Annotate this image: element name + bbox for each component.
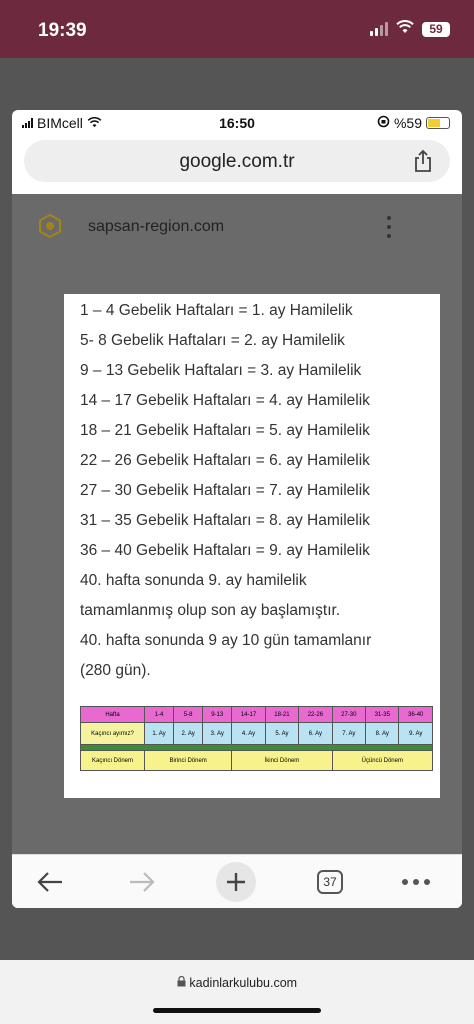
article-line: 18 – 21 Gebelik Haftaları = 5. ay Hamilelik <box>80 422 370 439</box>
period-cell: İkinci Dönem <box>232 751 332 771</box>
lock-icon <box>177 976 189 990</box>
bottom-url-text: kadinlarkulubu.com <box>189 976 298 990</box>
month-cell: 2. Ay <box>174 723 203 745</box>
share-icon[interactable] <box>412 149 434 173</box>
tabs-button[interactable] <box>310 864 350 900</box>
inner-status-right <box>377 115 450 131</box>
address-bar[interactable] <box>24 140 450 182</box>
article-line: 5- 8 Gebelik Haftaları = 2. ay Hamilelik <box>80 332 345 349</box>
more-options-icon[interactable] <box>386 216 392 238</box>
week-cell: 22-26 <box>299 707 332 723</box>
orientation-lock-icon <box>377 115 390 131</box>
url-text: google.com.tr <box>179 151 295 172</box>
article-line: (280 gün). <box>80 662 151 679</box>
period-cell: Birinci Dönem <box>145 751 232 771</box>
forward-button[interactable] <box>122 864 162 900</box>
article-line: 1 – 4 Gebelik Haftaları = 1. ay Hamilelik <box>80 302 353 319</box>
wifi-icon <box>396 20 414 38</box>
back-button[interactable] <box>30 864 70 900</box>
inner-battery-percent: %59 <box>393 115 422 131</box>
embedded-screenshot <box>12 110 462 908</box>
week-cell: 1-4 <box>145 707 174 723</box>
period-row-label: Kaçıncı Dönem <box>81 751 145 771</box>
month-cell: 8. Ay <box>366 723 399 745</box>
menu-button[interactable] <box>396 864 436 900</box>
week-cell: 31-35 <box>366 707 399 723</box>
article-line: 40. hafta sonunda 9. ay hamilelik <box>80 572 307 589</box>
status-icons <box>370 20 450 38</box>
week-cell: 9-13 <box>203 707 232 723</box>
article-line: 14 – 17 Gebelik Haftaları = 4. ay Hamilelik <box>80 392 370 409</box>
inner-time: 16:50 <box>219 115 255 131</box>
period-cell: Üçüncü Dönem <box>332 751 432 771</box>
table-header-label: Hafta <box>81 707 145 723</box>
month-cell: 3. Ay <box>203 723 232 745</box>
article-line: 27 – 30 Gebelik Haftaları = 7. ay Hamilelik <box>80 482 370 499</box>
outer-status-bar <box>0 0 474 58</box>
article-card <box>64 294 440 798</box>
week-cell: 14-17 <box>232 707 265 723</box>
site-header <box>12 194 462 294</box>
pregnancy-table <box>80 706 433 771</box>
week-cell: 18-21 <box>265 707 298 723</box>
article-line: 22 – 26 Gebelik Haftaları = 6. ay Hamilelik <box>80 452 370 469</box>
home-indicator[interactable] <box>153 1008 321 1013</box>
week-cell: 27-30 <box>332 707 365 723</box>
plus-icon <box>216 862 256 902</box>
week-cell: 36-40 <box>399 707 433 723</box>
carrier-name: BIMcell <box>37 115 83 131</box>
inner-status-bar <box>12 110 462 136</box>
browser-toolbar <box>12 854 462 908</box>
month-row-label: Kaçıncı ayımız? <box>81 723 145 745</box>
bottom-url <box>0 976 474 990</box>
signal-icon <box>370 22 388 36</box>
article-line: tamamlanmış olup son ay başlamıştır. <box>80 602 341 619</box>
bottom-address-bar[interactable] <box>0 960 474 1024</box>
battery-icon: 59 <box>422 22 450 37</box>
site-name[interactable]: sapsan-region.com <box>88 218 225 235</box>
month-cell: 4. Ay <box>232 723 265 745</box>
inner-battery-icon <box>426 117 450 129</box>
site-logo-icon <box>38 214 62 238</box>
month-cell: 1. Ay <box>145 723 174 745</box>
article-line: 9 – 13 Gebelik Haftaları = 3. ay Hamilelik <box>80 362 362 379</box>
new-tab-button[interactable] <box>216 864 256 900</box>
month-cell: 6. Ay <box>299 723 332 745</box>
month-cell: 9. Ay <box>399 723 433 745</box>
month-cell: 7. Ay <box>332 723 365 745</box>
article-line: 36 – 40 Gebelik Haftaları = 9. ay Hamilelik <box>80 542 370 559</box>
month-cell: 5. Ay <box>265 723 298 745</box>
status-time: 19:39 <box>38 20 87 41</box>
tab-count: 37 <box>317 870 343 894</box>
article-line: 31 – 35 Gebelik Haftaları = 8. ay Hamilelik <box>80 512 370 529</box>
week-cell: 5-8 <box>174 707 203 723</box>
article-line: 40. hafta sonunda 9 ay 10 gün tamamlanır <box>80 632 372 649</box>
